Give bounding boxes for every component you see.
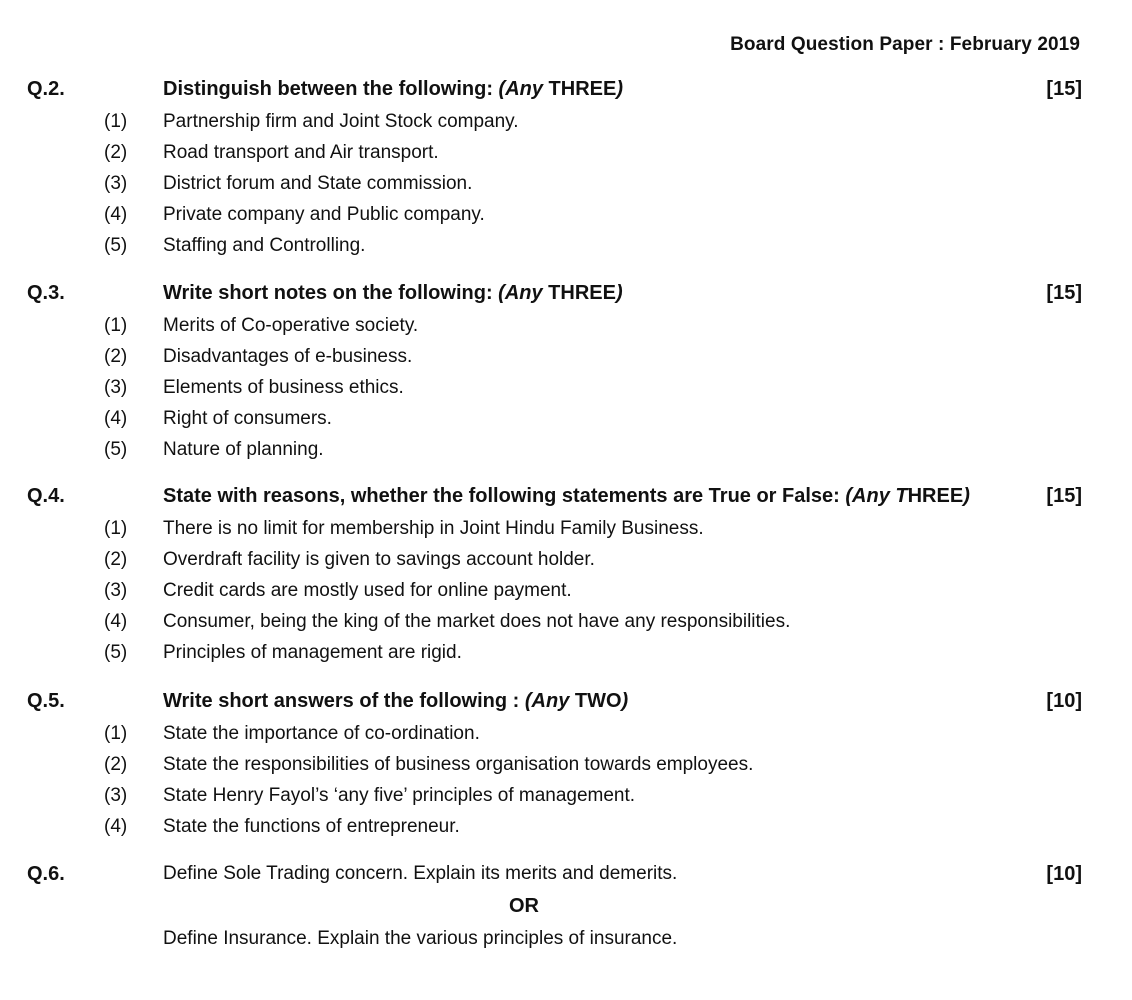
- item-text: Disadvantages of e-business.: [163, 346, 413, 367]
- question-items: [0, 723, 1132, 847]
- or-separator: OR: [509, 895, 539, 917]
- item-number: (3): [104, 785, 128, 806]
- marks: [10]: [1046, 690, 1082, 712]
- item-number: (4): [104, 408, 128, 429]
- question-heading: [163, 78, 623, 101]
- list-item: [0, 173, 1132, 204]
- marks: [15]: [1046, 78, 1082, 100]
- list-item: [0, 439, 1132, 470]
- heading-close: ): [616, 78, 624, 100]
- item-number: (4): [104, 611, 128, 632]
- item-text: State the functions of entrepreneur.: [163, 816, 460, 837]
- heading-close: ): [615, 282, 623, 304]
- item-number: (1): [104, 723, 128, 744]
- list-item: [0, 611, 1132, 642]
- item-number: (3): [104, 173, 128, 194]
- item-text: Credit cards are mostly used for online payment.: [163, 580, 572, 601]
- heading-text: Distinguish between the following:: [163, 78, 499, 100]
- list-item: [0, 723, 1132, 754]
- list-item: [0, 816, 1132, 847]
- item-text: Right of consumers.: [163, 408, 332, 429]
- heading-emph: (Any: [498, 78, 549, 100]
- question-number: Q.5.: [27, 690, 65, 712]
- heading-emph: (Any: [498, 282, 549, 304]
- question-number: Q.6.: [27, 863, 65, 885]
- heading-choice: THREE: [548, 78, 617, 100]
- heading-emph: (Any: [524, 690, 575, 712]
- list-item: [0, 111, 1132, 142]
- item-text: Private company and Public company.: [163, 204, 485, 225]
- list-item: [0, 142, 1132, 173]
- heading-text: State with reasons, whether the following statements are True or False:: [163, 485, 846, 507]
- question-number: Q.2.: [27, 78, 65, 100]
- list-item: [0, 785, 1132, 816]
- question-items: [0, 111, 1132, 266]
- item-number: (5): [104, 439, 128, 460]
- item-text: State Henry Fayol’s ‘any five’ principles of management.: [163, 785, 636, 806]
- question-items: [0, 315, 1132, 470]
- heading-close: ): [963, 485, 970, 507]
- item-number: (1): [104, 315, 128, 336]
- list-item: [0, 204, 1132, 235]
- heading-emph: (Any T: [845, 485, 908, 507]
- heading-choice: HREE: [907, 485, 964, 507]
- question-heading: [163, 690, 628, 713]
- question-heading: [163, 282, 623, 305]
- list-item: [0, 408, 1132, 439]
- item-text: Staffing and Controlling.: [163, 235, 366, 256]
- list-item: [0, 518, 1132, 549]
- heading-text: Write short notes on the following:: [163, 282, 499, 304]
- item-text: State the importance of co-ordination.: [163, 723, 480, 744]
- item-text: Merits of Co-operative society.: [163, 315, 419, 336]
- item-text: Partnership firm and Joint Stock company.: [163, 111, 519, 132]
- item-text: Elements of business ethics.: [163, 377, 404, 398]
- item-text: State the responsibilities of business organisation towards employees.: [163, 754, 754, 775]
- paper-title: Board Question Paper : February 2019: [730, 34, 1080, 55]
- item-number: (4): [104, 816, 128, 837]
- list-item: [0, 377, 1132, 408]
- list-item: [0, 642, 1132, 673]
- list-item: [0, 580, 1132, 611]
- item-number: (5): [104, 235, 128, 256]
- item-text: Principles of management are rigid.: [163, 642, 462, 663]
- item-number: (2): [104, 754, 128, 775]
- heading-choice: TWO: [574, 690, 622, 712]
- question-number: Q.3.: [27, 282, 65, 304]
- item-text: District forum and State commission.: [163, 173, 473, 194]
- question-heading: [163, 485, 970, 508]
- marks: [15]: [1046, 282, 1082, 304]
- item-number: (1): [104, 518, 128, 539]
- question-number: Q.4.: [27, 485, 65, 507]
- list-item: [0, 315, 1132, 346]
- marks: [15]: [1046, 485, 1082, 507]
- item-number: (2): [104, 142, 128, 163]
- item-number: (3): [104, 580, 128, 601]
- item-text: There is no limit for membership in Joint Hindu Family Business.: [163, 518, 704, 539]
- question-text: Define Sole Trading concern. Explain its merits and demerits.: [163, 863, 678, 884]
- item-text: Consumer, being the king of the market does not have any responsibilities.: [163, 611, 791, 632]
- list-item: [0, 235, 1132, 266]
- item-number: (4): [104, 204, 128, 225]
- item-text: Nature of planning.: [163, 439, 324, 460]
- heading-text: Write short answers of the following :: [163, 690, 525, 712]
- item-number: (2): [104, 549, 128, 570]
- item-number: (2): [104, 346, 128, 367]
- item-text: Overdraft facility is given to savings account holder.: [163, 549, 595, 570]
- list-item: [0, 346, 1132, 377]
- item-number: (3): [104, 377, 128, 398]
- item-number: (5): [104, 642, 128, 663]
- list-item: [0, 549, 1132, 580]
- question-items: [0, 518, 1132, 673]
- list-item: [0, 754, 1132, 785]
- heading-choice: THREE: [548, 282, 616, 304]
- heading-close: ): [621, 690, 629, 712]
- alternative-question-text: Define Insurance. Explain the various principles of insurance.: [163, 928, 678, 949]
- marks: [10]: [1046, 863, 1082, 885]
- item-text: Road transport and Air transport.: [163, 142, 439, 163]
- item-number: (1): [104, 111, 128, 132]
